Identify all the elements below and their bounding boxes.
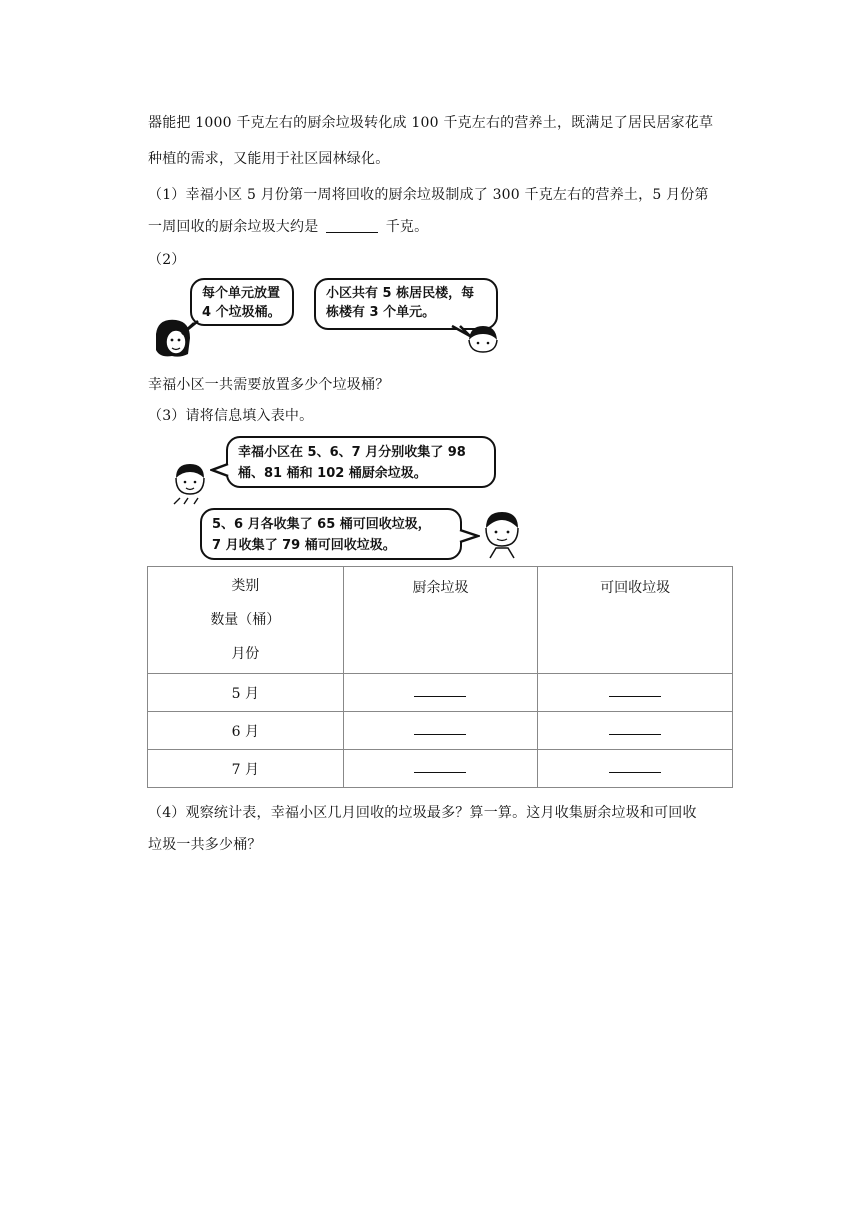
bubble-left-tail [180, 320, 202, 336]
bubble-right-line-1: 小区共有 5 栋居民楼，每 [326, 286, 475, 301]
illustration-q3 [170, 432, 532, 564]
speech-bubble-bottom [200, 508, 462, 560]
bubble-top-line-1: 幸福小区在 5、6、7 月分别收集了 98 [238, 445, 466, 460]
intro-line-1: 器能把 1000 千克左右的厨余垃圾转化成 100 千克左右的营养土，既满足了居民居家花草 [148, 115, 714, 131]
answer-blank[interactable] [609, 684, 661, 697]
bubble-bottom-tail [458, 528, 480, 544]
intro-line-2: 种植的需求，又能用于社区园林绿化。 [148, 151, 390, 167]
bubble-top-line-2: 桶、81 桶和 102 桶厨余垃圾。 [238, 466, 427, 481]
month-cell: 7 月 [148, 750, 344, 788]
answer-blank[interactable] [609, 722, 661, 735]
month-cell: 5 月 [148, 674, 344, 712]
answer-blank[interactable] [609, 760, 661, 773]
header-quantity: 数量（桶） [210, 612, 281, 628]
question-1-text: 一周回收的厨余垃圾大约是 [148, 219, 319, 235]
statistics-table [147, 566, 733, 788]
table-row [148, 750, 733, 788]
header-kitchen-waste: 厨余垃圾 [343, 567, 538, 674]
table-row [148, 674, 733, 712]
kitchen-blank-cell [343, 674, 538, 712]
speech-bubble-right [314, 278, 498, 330]
question-2-text: 幸福小区一共需要放置多少个垃圾桶？ [148, 377, 390, 393]
bubble-bottom-line-1: 5、6 月各收集了 65 桶可回收垃圾， [212, 517, 431, 532]
recycle-blank-cell [538, 674, 733, 712]
recycle-blank-cell [538, 750, 733, 788]
table-header-row [148, 567, 733, 674]
question-1-unit: 千克。 [385, 219, 429, 235]
question-4-line-2: 垃圾一共多少桶？ [148, 837, 262, 853]
bubble-left-line-2: 4 个垃圾桶。 [202, 305, 281, 320]
bubble-right-line-2: 栋楼有 3 个单元。 [326, 305, 436, 320]
question-1-line-2 [148, 216, 428, 236]
speech-bubble-top [226, 436, 496, 488]
boy-cartoon-left-icon [170, 460, 210, 508]
header-recyclable-waste: 可回收垃圾 [538, 567, 733, 674]
bubble-bottom-line-2: 7 月收集了 79 桶可回收垃圾。 [212, 538, 396, 553]
table-header-diagonal-cell [148, 567, 344, 674]
answer-blank-q1[interactable] [326, 218, 378, 233]
question-2-label: （2） [148, 252, 186, 268]
question-4-line-1: （4）观察统计表，幸福小区几月回收的垃圾最多？算一算。这月收集厨余垃圾和可回收 [148, 805, 697, 821]
question-1-line-1: （1）幸福小区 5 月份第一周将回收的厨余垃圾制成了 300 千克左右的营养土，5 月份第 [148, 187, 709, 203]
boy-cartoon-icon [466, 324, 500, 354]
month-cell: 6 月 [148, 712, 344, 750]
kitchen-blank-cell [343, 750, 538, 788]
header-month: 月份 [231, 646, 260, 662]
speech-bubble-left [190, 278, 294, 326]
illustration-q2 [150, 270, 506, 366]
table-row [148, 712, 733, 750]
question-3-label: （3）请将信息填入表中。 [148, 408, 314, 424]
header-category: 类别 [231, 578, 260, 594]
kitchen-blank-cell [343, 712, 538, 750]
answer-blank[interactable] [414, 722, 466, 735]
bubble-top-tail [210, 462, 230, 480]
boy-cartoon-right-icon [480, 508, 524, 560]
recycle-blank-cell [538, 712, 733, 750]
bubble-left-line-1: 每个单元放置 [202, 286, 281, 301]
answer-blank[interactable] [414, 684, 466, 697]
answer-blank[interactable] [414, 760, 466, 773]
